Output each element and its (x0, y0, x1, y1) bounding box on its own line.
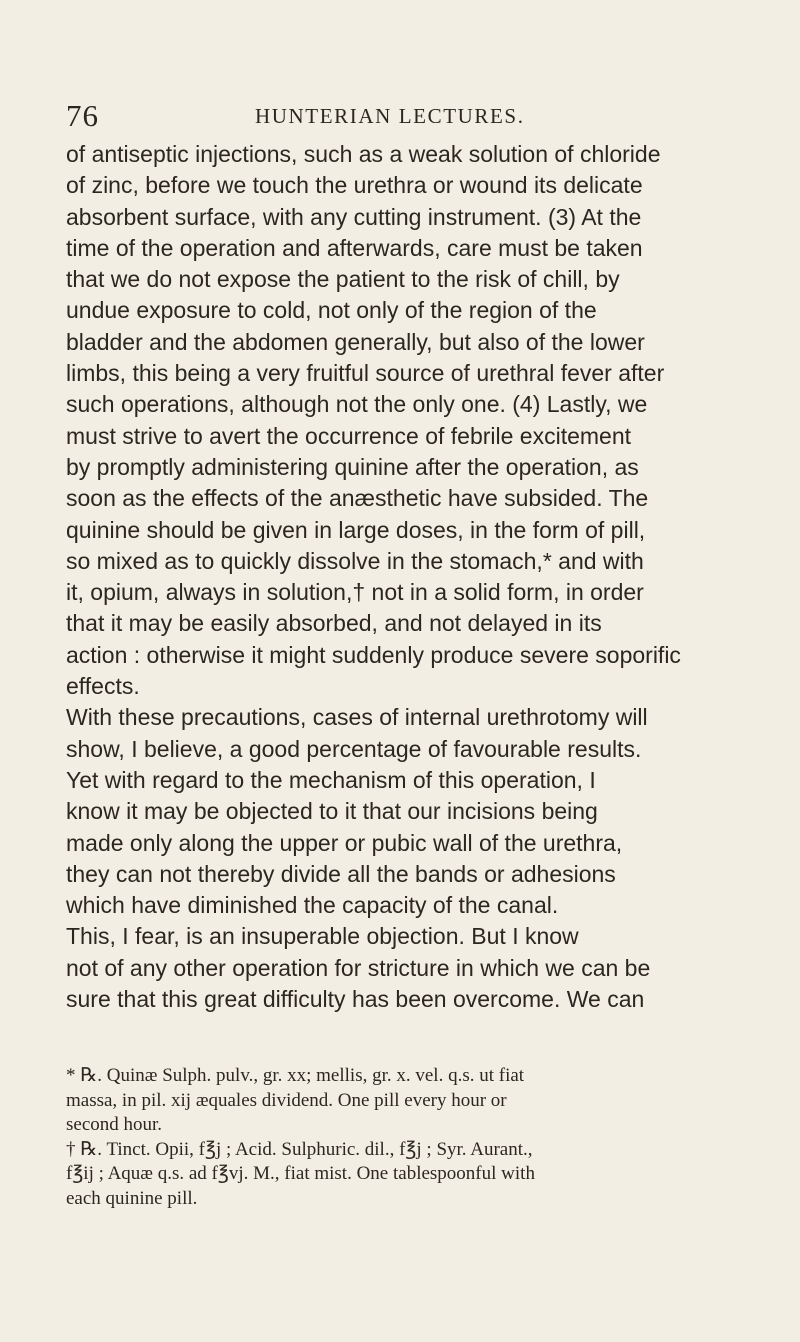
footnote-opium: † ℞. Tinct. Opii, f℥j ; Acid. Sulphuric. dil., f℥j ; Syr. Aurant., f℥ij ; Aquæ q.s. ad f℥vj. M., fiat mist. One tablespoonful with each quinine pill. (66, 1138, 535, 1209)
page-number: 76 (66, 98, 99, 133)
body-paragraph: With these precautions, cases of internal urethrotomy will show, I believe, a good percentage of favourable results. Yet with regard to the mechanism of this operation, I know it may be objected to it that our incisions being made only along the upper or pubic wall of the urethra, they can not thereby divide all the bands or adhesions which have diminished the capacity of the canal. This, I fear, is an insuperable objection. But I know not of any other operation for stricture in which we can be sure that this great difficulty has been overcome. We can (66, 704, 651, 1013)
main-text (66, 139, 748, 1015)
footnote-quinine: * ℞. Quinæ Sulph. pulv., gr. xx; mellis, gr. x. vel. q.s. ut fiat massa, in pil. xij æquales dividend. One pill every hour or second hour. (66, 1065, 525, 1136)
running-title: HUNTERIAN LECTURES. (255, 104, 525, 128)
footnotes (66, 1064, 748, 1212)
running-head (0, 96, 800, 136)
body-paragraph: of antiseptic injections, such as a weak solution of chloride of zinc, before we touch the urethra or wound its delicate absorbent surface, with any cutting instrument. (3) At the time of the operation and afterwards, care must be taken that we do not expose the patient to the risk of chill, by undue exposure to cold, not only of the region of the bladder and the abdomen generally, but also of the lower limbs, this being a very fruitful source of urethral fever after such operations, although not the only one. (4) Lastly, we must strive to avert the occurrence of febrile excitement by promptly administering quinine after the operation, as soon as the effects of the anæsthetic have subsided. The quinine should be given in large doses, in the form of pill, so mixed as to quickly dissolve in the stomach,* and with it, opium, always in solution,† not in a solid form, in order that it may be easily absorbed, and not delayed in its action : otherwise it might suddenly produce severe soporific effects. (66, 141, 681, 700)
